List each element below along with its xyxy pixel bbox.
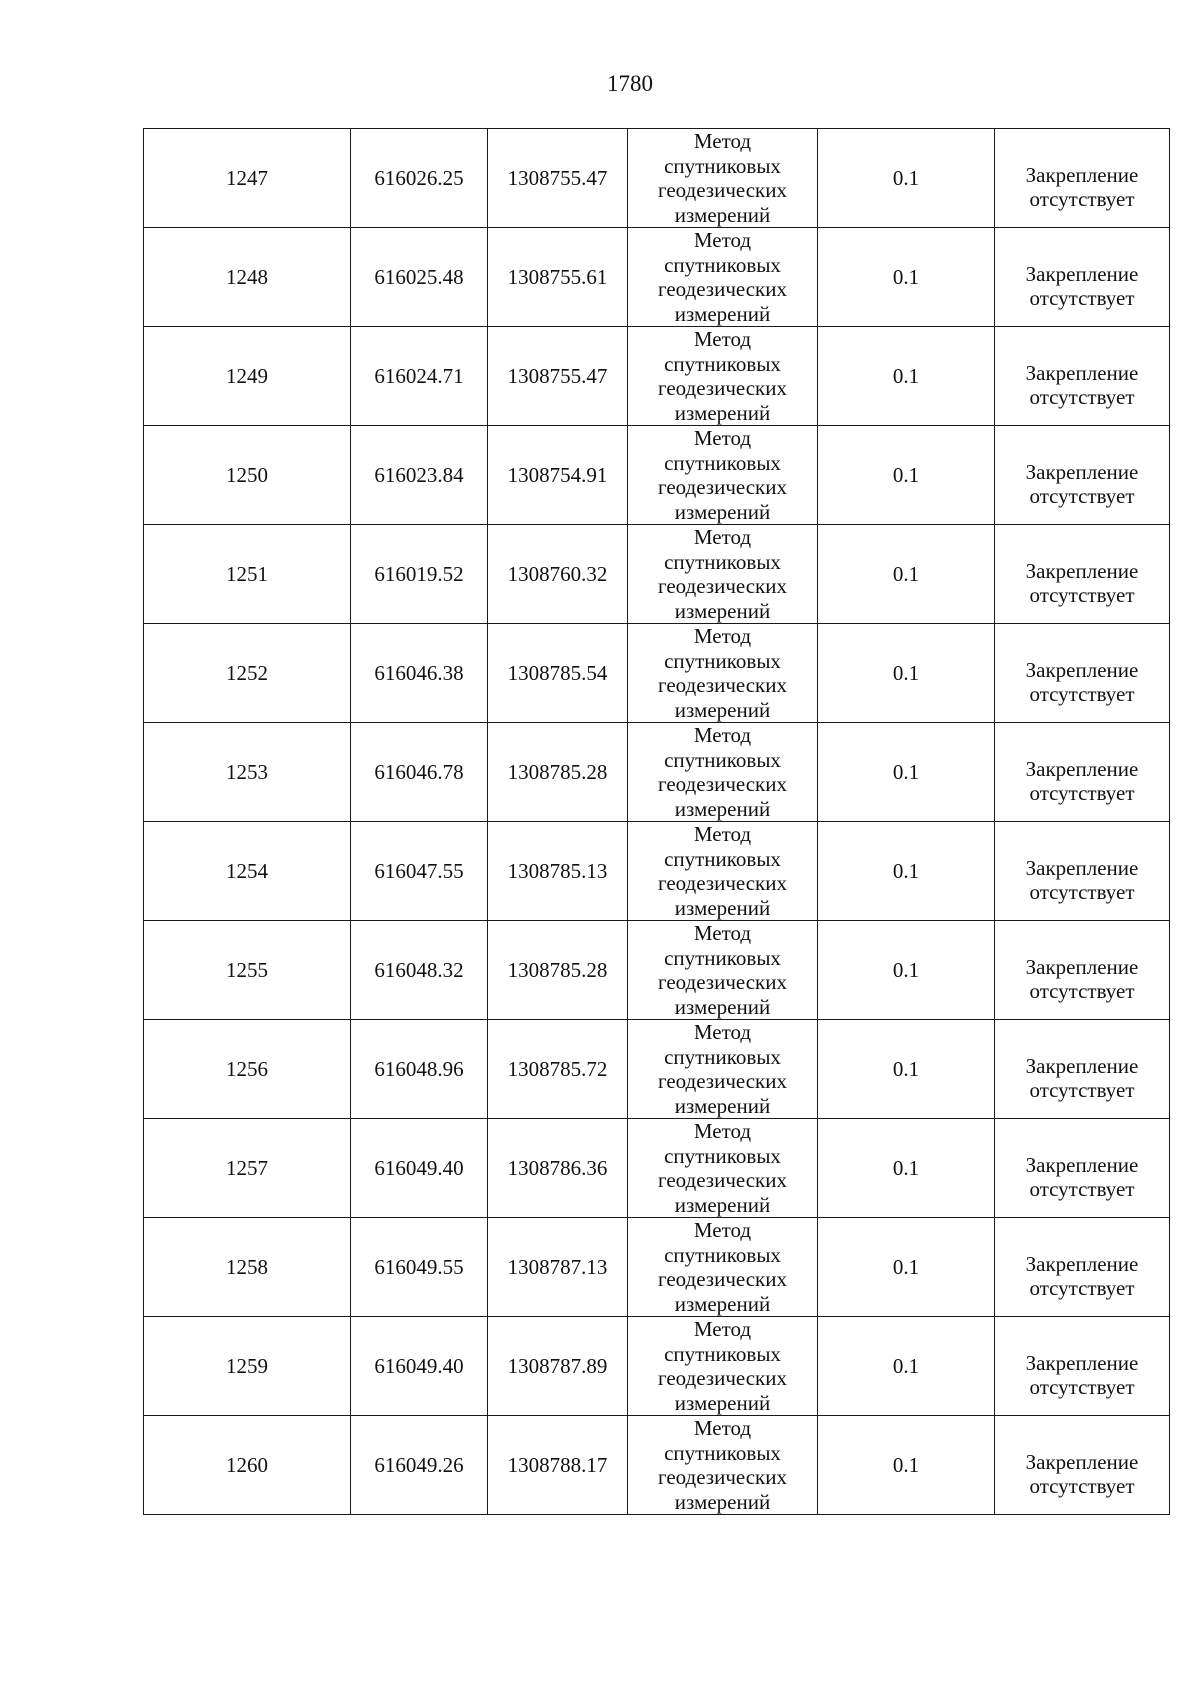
point-number-cell: 1252 [144,624,351,723]
x-coordinate-cell: 616026.25 [351,129,488,228]
fixing-text-line: Закрепление [1025,162,1139,187]
point-number-cell: 1250 [144,426,351,525]
fixing-text-line: Закрепление [1025,954,1139,979]
table-row [144,1119,1170,1218]
method-text-line: спутниковых [664,648,781,673]
method-text-line: измерений [674,1291,771,1316]
fixing-text-line: отсутствует [1029,583,1135,607]
fixing-cell [995,129,1170,228]
table-row [144,426,1170,525]
method-text-line: Метод [693,1020,752,1044]
point-number-cell: 1249 [144,327,351,426]
method-text-line: спутниковых [664,747,781,772]
accuracy-cell: 0.1 [818,1020,995,1119]
table-row [144,624,1170,723]
point-number-cell: 1256 [144,1020,351,1119]
method-text-line: геодезических [657,1465,787,1489]
method-text-line: измерений [674,895,771,920]
table-row [144,723,1170,822]
y-coordinate-cell: 1308787.89 [488,1317,628,1416]
method-text-line: Метод [693,1119,752,1143]
method-text-line: спутниковых [664,945,781,970]
fixing-text-line: Закрепление [1025,558,1139,583]
fixing-cell [995,822,1170,921]
x-coordinate-cell: 616049.26 [351,1416,488,1515]
accuracy-cell: 0.1 [818,1119,995,1218]
method-text-line: измерений [674,796,771,821]
fixing-cell [995,1020,1170,1119]
accuracy-cell: 0.1 [818,129,995,228]
method-text-line: геодезических [657,1168,787,1192]
x-coordinate-cell: 616048.32 [351,921,488,1020]
method-text-line: Метод [693,525,752,549]
page-number: 1780 [607,71,653,96]
method-text-line: геодезических [657,673,787,697]
fixing-text-line: отсутствует [1029,979,1135,1003]
method-text-line: спутниковых [664,1341,781,1366]
method-text-line: Метод [693,723,752,747]
method-text-line: измерений [674,1489,771,1514]
fixing-cell [995,1317,1170,1416]
method-text-line: измерений [674,202,771,227]
fixing-text-line: Закрепление [1025,1053,1139,1078]
y-coordinate-cell: 1308755.47 [488,327,628,426]
fixing-text-line: отсутствует [1029,385,1135,409]
accuracy-cell: 0.1 [818,921,995,1020]
method-text-line: геодезических [657,178,787,202]
fixing-cell [995,327,1170,426]
point-number-cell: 1258 [144,1218,351,1317]
accuracy-cell: 0.1 [818,624,995,723]
method-text-line: спутниковых [664,549,781,574]
table-row [144,327,1170,426]
y-coordinate-cell: 1308785.13 [488,822,628,921]
table-row [144,822,1170,921]
table-row [144,1020,1170,1119]
x-coordinate-cell: 616023.84 [351,426,488,525]
fixing-text-line: Закрепление [1025,459,1139,484]
method-text-line: спутниковых [664,1143,781,1168]
method-text-line: спутниковых [664,450,781,475]
x-coordinate-cell: 616046.38 [351,624,488,723]
fixing-cell [995,228,1170,327]
fixing-text-line: отсутствует [1029,484,1135,508]
method-cell [628,822,818,921]
fixing-text-line: Закрепление [1025,1251,1139,1276]
point-number-cell: 1248 [144,228,351,327]
x-coordinate-cell: 616046.78 [351,723,488,822]
fixing-text-line: Закрепление [1025,1449,1139,1474]
method-text-line: Метод [693,624,752,648]
method-text-line: Метод [693,327,752,351]
table-row [144,1218,1170,1317]
x-coordinate-cell: 616049.55 [351,1218,488,1317]
x-coordinate-cell: 616049.40 [351,1119,488,1218]
fixing-cell [995,624,1170,723]
method-cell [628,1020,818,1119]
table-row [144,129,1170,228]
method-cell [628,1317,818,1416]
method-text-line: геодезических [657,1267,787,1291]
y-coordinate-cell: 1308760.32 [488,525,628,624]
accuracy-cell: 0.1 [818,1317,995,1416]
method-text-line: спутниковых [664,252,781,277]
method-cell [628,327,818,426]
fixing-text-line: Закрепление [1025,855,1139,880]
method-text-line: Метод [693,1218,752,1242]
method-text-line: спутниковых [664,1242,781,1267]
x-coordinate-cell: 616025.48 [351,228,488,327]
method-text-line: геодезических [657,277,787,301]
accuracy-cell: 0.1 [818,426,995,525]
fixing-cell [995,1218,1170,1317]
fixing-text-line: Закрепление [1025,756,1139,781]
y-coordinate-cell: 1308785.72 [488,1020,628,1119]
y-coordinate-cell: 1308755.47 [488,129,628,228]
method-cell [628,1218,818,1317]
method-text-line: Метод [693,129,752,153]
method-text-line: измерений [674,400,771,425]
fixing-cell [995,1416,1170,1515]
method-text-line: измерений [674,1390,771,1415]
accuracy-cell: 0.1 [818,327,995,426]
method-text-line: измерений [674,994,771,1019]
method-cell [628,723,818,822]
table-row [144,525,1170,624]
point-number-cell: 1247 [144,129,351,228]
method-text-line: Метод [693,822,752,846]
accuracy-cell: 0.1 [818,1218,995,1317]
method-text-line: измерений [674,499,771,524]
fixing-text-line: Закрепление [1025,261,1139,286]
fixing-text-line: отсутствует [1029,880,1135,904]
method-text-line: спутниковых [664,1440,781,1465]
method-cell [628,525,818,624]
point-number-cell: 1253 [144,723,351,822]
accuracy-cell: 0.1 [818,525,995,624]
table-row [144,1416,1170,1515]
x-coordinate-cell: 616047.55 [351,822,488,921]
method-text-line: измерений [674,598,771,623]
y-coordinate-cell: 1308785.28 [488,723,628,822]
fixing-text-line: отсутствует [1029,781,1135,805]
fixing-cell [995,1119,1170,1218]
point-number-cell: 1259 [144,1317,351,1416]
y-coordinate-cell: 1308787.13 [488,1218,628,1317]
method-cell [628,1119,818,1218]
fixing-cell [995,723,1170,822]
fixing-text-line: Закрепление [1025,360,1139,385]
point-number-cell: 1257 [144,1119,351,1218]
x-coordinate-cell: 616019.52 [351,525,488,624]
method-cell [628,228,818,327]
method-text-line: Метод [693,921,752,945]
method-text-line: спутниковых [664,1044,781,1069]
y-coordinate-cell: 1308786.36 [488,1119,628,1218]
fixing-cell [995,426,1170,525]
point-number-cell: 1255 [144,921,351,1020]
method-text-line: геодезических [657,772,787,796]
y-coordinate-cell: 1308755.61 [488,228,628,327]
table-row [144,921,1170,1020]
fixing-cell [995,921,1170,1020]
coordinates-table [143,128,1170,1515]
fixing-cell [995,525,1170,624]
fixing-text-line: отсутствует [1029,286,1135,310]
x-coordinate-cell: 616049.40 [351,1317,488,1416]
method-text-line: Метод [693,1416,752,1440]
method-text-line: измерений [674,697,771,722]
method-cell [628,624,818,723]
method-text-line: спутниковых [664,153,781,178]
method-text-line: геодезических [657,1366,787,1390]
fixing-text-line: Закрепление [1025,657,1139,682]
x-coordinate-cell: 616048.96 [351,1020,488,1119]
accuracy-cell: 0.1 [818,228,995,327]
fixing-text-line: отсутствует [1029,1078,1135,1102]
y-coordinate-cell: 1308785.54 [488,624,628,723]
table-row [144,228,1170,327]
point-number-cell: 1254 [144,822,351,921]
method-text-line: Метод [693,228,752,252]
method-text-line: измерений [674,1093,771,1118]
method-text-line: геодезических [657,475,787,499]
method-cell [628,426,818,525]
method-text-line: геодезических [657,574,787,598]
method-cell [628,129,818,228]
method-text-line: Метод [693,426,752,450]
accuracy-cell: 0.1 [818,723,995,822]
method-text-line: Метод [693,1317,752,1341]
method-text-line: измерений [674,1192,771,1217]
x-coordinate-cell: 616024.71 [351,327,488,426]
point-number-cell: 1260 [144,1416,351,1515]
fixing-text-line: Закрепление [1025,1152,1139,1177]
fixing-text-line: отсутствует [1029,1276,1135,1300]
y-coordinate-cell: 1308788.17 [488,1416,628,1515]
point-number-cell: 1251 [144,525,351,624]
accuracy-cell: 0.1 [818,822,995,921]
fixing-text-line: отсутствует [1029,187,1135,211]
method-text-line: геодезических [657,970,787,994]
method-cell [628,1416,818,1515]
method-cell [628,921,818,1020]
fixing-text-line: Закрепление [1025,1350,1139,1375]
y-coordinate-cell: 1308785.28 [488,921,628,1020]
y-coordinate-cell: 1308754.91 [488,426,628,525]
method-text-line: геодезических [657,376,787,400]
table-body [144,129,1170,1515]
table-row [144,1317,1170,1416]
fixing-text-line: отсутствует [1029,682,1135,706]
fixing-text-line: отсутствует [1029,1474,1135,1498]
method-text-line: спутниковых [664,351,781,376]
accuracy-cell: 0.1 [818,1416,995,1515]
method-text-line: геодезических [657,871,787,895]
method-text-line: геодезических [657,1069,787,1093]
fixing-text-line: отсутствует [1029,1177,1135,1201]
method-text-line: измерений [674,301,771,326]
method-text-line: спутниковых [664,846,781,871]
fixing-text-line: отсутствует [1029,1375,1135,1399]
